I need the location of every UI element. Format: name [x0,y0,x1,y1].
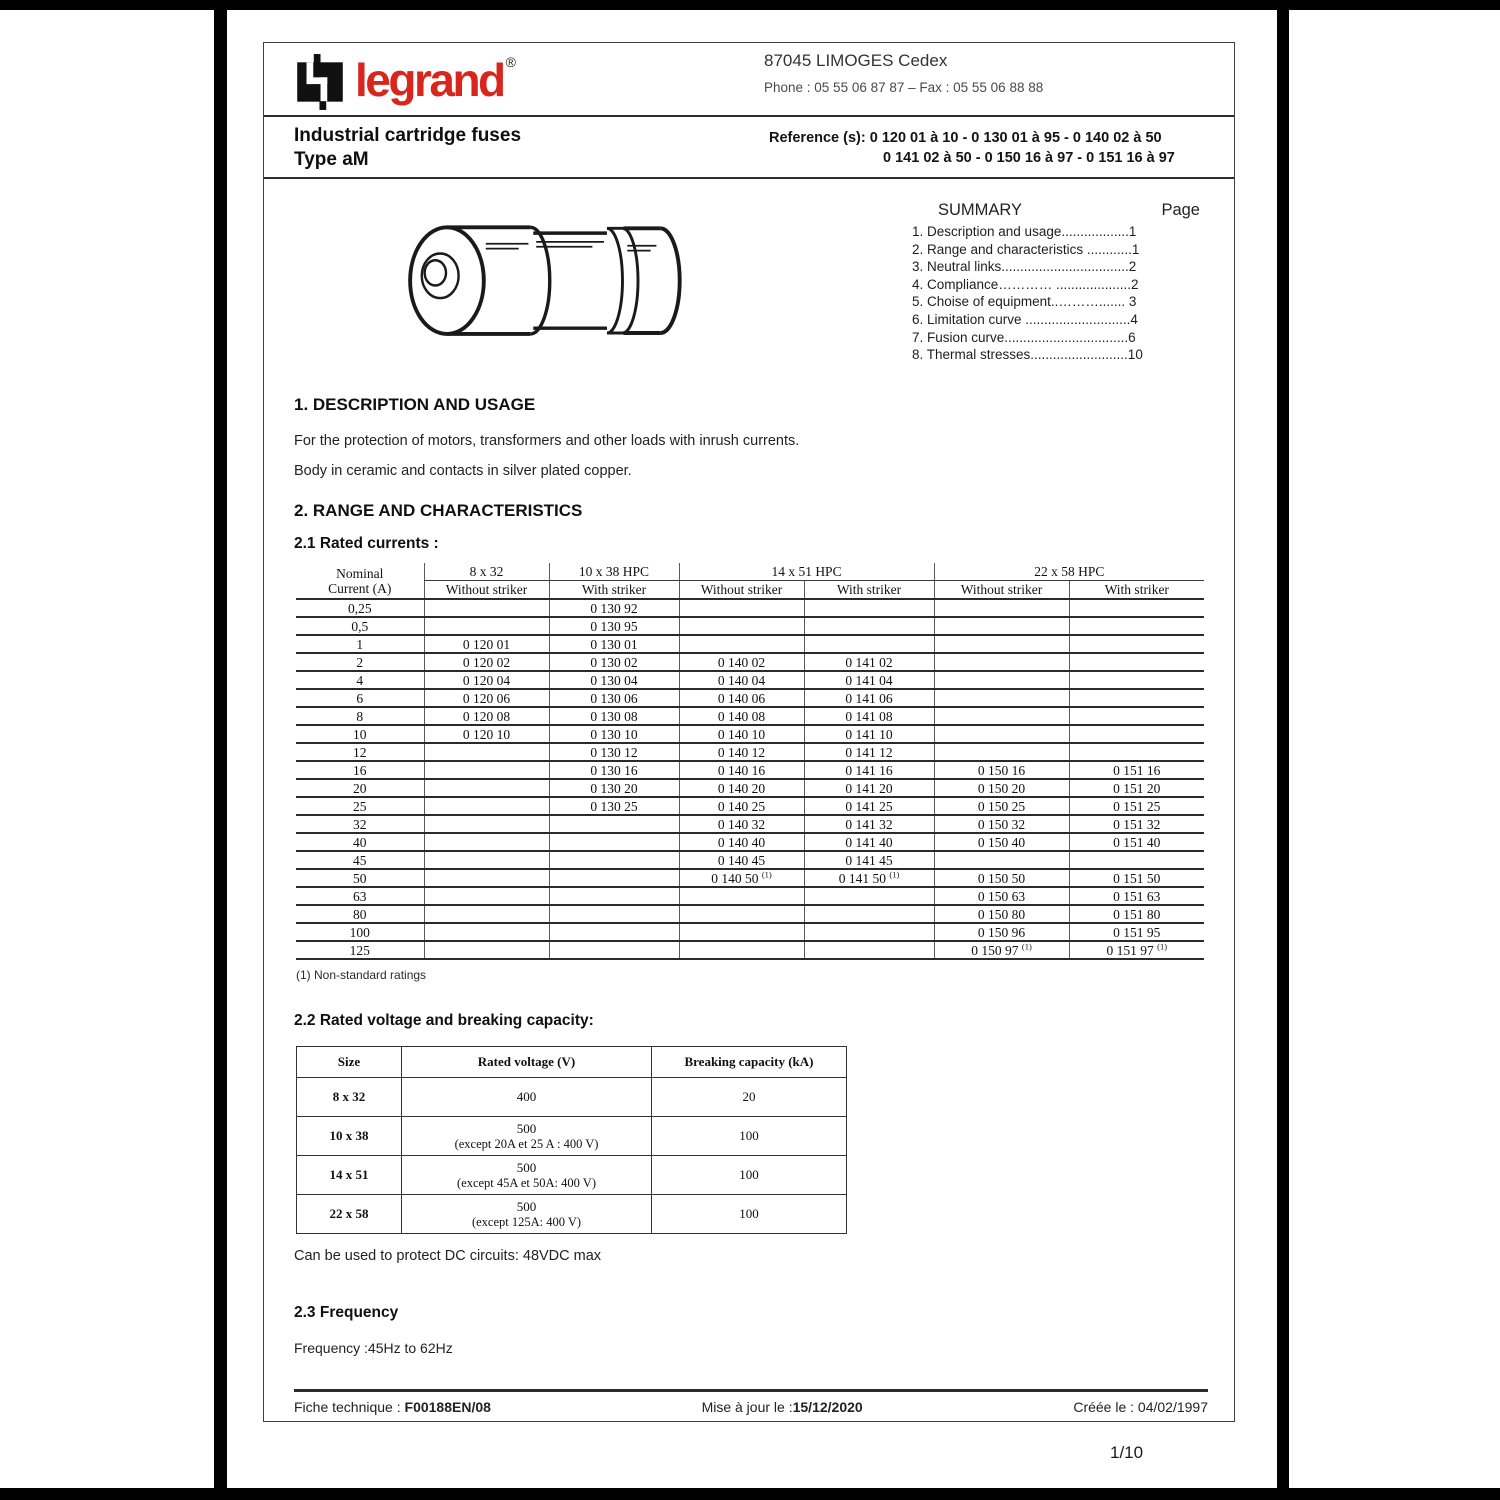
rated-current-row [296,707,1204,725]
nominal-current-cell: 0,5 [296,617,424,635]
rated-current-row [296,743,1204,761]
size-cell: 14 x 51 [297,1156,402,1195]
rated-current-row [296,923,1204,941]
rated-current-row [296,797,1204,815]
reference-cell [934,635,1069,653]
rated-current-row [296,761,1204,779]
reference-cell: 0 130 06 [549,689,679,707]
cartridge-fuse-illustration [396,205,688,365]
footer-updated-date [702,1399,863,1415]
reference-cell: 0 150 20 [934,779,1069,797]
reference-cell [804,905,934,923]
summary-item: 6. Limitation curve ............................4 [912,311,1138,327]
frequency-text: Frequency :45Hz to 62Hz [294,1340,453,1356]
reference-cell: 0 120 10 [424,725,549,743]
reference-cell: 0 141 40 [804,833,934,851]
reference-cell: 0 151 97 $^{(1)}$ [1069,941,1204,959]
reference-cell: 0 150 16 [934,761,1069,779]
voltage-table-row [297,1117,847,1156]
reference-cell [424,941,549,959]
nominal-current-cell: 32 [296,815,424,833]
rated-voltage-cell: 500 (except 20A et 25 A : 400 V) [402,1117,652,1156]
fiche-label: Fiche technique : [294,1399,405,1415]
summary-item: 3. Neutral links..................................2 [912,259,1137,275]
reference-cell: 0 140 08 [679,707,804,725]
reference-cell [934,671,1069,689]
nominal-current-cell: 100 [296,923,424,941]
reference-cell: 0 141 02 [804,653,934,671]
table-footnote: (1) Non-standard ratings [296,968,427,982]
reference-cell: 0 120 01 [424,635,549,653]
summary-page-label: Page [1161,201,1200,219]
reference-cell: 0 151 32 [1069,815,1204,833]
reference-cell [1069,635,1204,653]
voltage-table-row [297,1195,847,1234]
reference-cell: 0 120 02 [424,653,549,671]
legrand-logo [294,53,516,111]
reference-cell: 0 140 12 [679,743,804,761]
nominal-current-cell: 16 [296,761,424,779]
nominal-current-cell: 50 [296,869,424,887]
rated-current-row [296,887,1204,905]
reference-cell: 0 151 20 [1069,779,1204,797]
nominal-header-line2: Current (A) [328,580,392,596]
voltage-table-header-capacity: Breaking capacity (kA) [652,1047,847,1078]
rated-current-row [296,617,1204,635]
description-paragraph-2: Body in ceramic and contacts in silver plated copper. [294,463,632,479]
header-top-row [264,43,1234,115]
reference-cell: 0 150 25 [934,797,1069,815]
reference-cell [424,761,549,779]
voltage-table-row [297,1156,847,1195]
reference-cell [424,599,549,617]
reference-cell [1069,725,1204,743]
reference-cell: 0 130 92 [549,599,679,617]
reference-cell [424,797,549,815]
size-group-10x38: 10 x 38 HPC [549,563,679,581]
rated-current-row [296,815,1204,833]
striker-header-cell: With striker [1069,581,1204,600]
nominal-current-cell: 6 [296,689,424,707]
rated-current-row [296,833,1204,851]
nominal-current-cell: 125 [296,941,424,959]
fiche-value: F00188EN/08 [404,1399,491,1415]
rated-current-row [296,671,1204,689]
reference-cell: 0 130 04 [549,671,679,689]
product-title-line2: Type aM [294,149,369,170]
reference-cell: 0 130 02 [549,653,679,671]
reference-label: Reference (s): [769,130,866,146]
reference-cell [679,941,804,959]
reference-cell [804,599,934,617]
summary-table-of-contents [912,201,1212,364]
rated-current-row [296,725,1204,743]
reference-cell [804,923,934,941]
reference-cell: 0 150 32 [934,815,1069,833]
size-group-8x32: 8 x 32 [424,563,549,581]
reference-cell: 0 140 45 [679,851,804,869]
reference-cell [679,599,804,617]
reference-cell: 0 120 08 [424,707,549,725]
document-content-box [263,42,1235,1422]
summary-items-list [912,223,1212,364]
reference-cell [1069,689,1204,707]
summary-title: SUMMARY [938,201,1023,219]
registered-trademark-symbol: ® [505,54,516,70]
reference-cell [1069,707,1204,725]
update-label: Mise à jour le : [701,1399,793,1415]
reference-cell [804,941,934,959]
reference-cell: 0 150 97 $^{(1)}$ [934,941,1069,959]
reference-cell: 0 140 16 [679,761,804,779]
reference-cell [549,815,679,833]
reference-cell: 0 140 04 [679,671,804,689]
nominal-current-cell: 1 [296,635,424,653]
voltage-table-row [297,1078,847,1117]
legrand-logo-mark-icon [294,53,346,111]
rated-current-row [296,635,1204,653]
rated-current-row [296,851,1204,869]
reference-cell: 0 130 08 [549,707,679,725]
reference-cell [934,851,1069,869]
voltage-table-body [297,1078,847,1234]
product-title [294,124,521,172]
reference-cell [1069,599,1204,617]
reference-cell: 0 151 50 [1069,869,1204,887]
reference-cell: 0 140 10 [679,725,804,743]
section-2-heading: 2. RANGE AND CHARACTERISTICS [294,501,583,520]
document-footer [294,1389,1208,1415]
reference-cell [549,905,679,923]
reference-cell [1069,653,1204,671]
intro-section [264,179,1234,395]
striker-header-cell: Without striker [679,581,804,600]
reference-cell: 0 150 80 [934,905,1069,923]
reference-cell: 0 141 16 [804,761,934,779]
rated-current-row [296,689,1204,707]
reference-cell [424,833,549,851]
nominal-current-cell: 25 [296,797,424,815]
striker-header-row [296,581,1204,600]
voltage-breaking-capacity-table [296,1046,847,1234]
reference-cell: 0 150 96 [934,923,1069,941]
reference-cell: 0 141 12 [804,743,934,761]
reference-cell: 0 140 20 [679,779,804,797]
striker-header-cell: Without striker [934,581,1069,600]
rated-voltage-cell: 500 (except 125A: 400 V) [402,1195,652,1234]
reference-cell [934,689,1069,707]
reference-cell [679,923,804,941]
striker-header-cell: With striker [804,581,934,600]
nominal-current-cell: 0,25 [296,599,424,617]
size-group-22x58: 22 x 58 HPC [934,563,1204,581]
nominal-current-cell: 20 [296,779,424,797]
breaking-capacity-cell: 20 [652,1078,847,1117]
reference-cell [934,743,1069,761]
rated-currents-table-body [296,599,1204,959]
reference-cell: 0 151 63 [1069,887,1204,905]
reference-cell: 0 130 20 [549,779,679,797]
rated-currents-table-header [296,563,1204,599]
footer-created-date: Créée le : 04/02/1997 [1073,1399,1208,1415]
nominal-current-cell: 8 [296,707,424,725]
reference-cell [934,599,1069,617]
reference-cell [424,869,549,887]
reference-cell [424,923,549,941]
rated-current-row [296,941,1204,959]
reference-cell: 0 151 40 [1069,833,1204,851]
reference-cell: 0 130 95 [549,617,679,635]
size-group-14x51: 14 x 51 HPC [679,563,934,581]
reference-cell [934,617,1069,635]
reference-cell: 0 130 25 [549,797,679,815]
page-number: 1/10 [1110,1443,1144,1462]
rated-current-row [296,653,1204,671]
reference-cell: 0 140 25 [679,797,804,815]
reference-cell [549,869,679,887]
reference-cell [679,905,804,923]
size-cell: 10 x 38 [297,1117,402,1156]
company-address: 87045 LIMOGES Cedex [764,51,948,70]
breaking-capacity-cell: 100 [652,1195,847,1234]
reference-cell: 0 141 32 [804,815,934,833]
voltage-table-header-row [297,1047,847,1078]
reference-block [769,128,1175,168]
summary-item: 8. Thermal stresses..........................10 [912,347,1143,363]
legrand-logo-text: legrand [355,54,504,106]
rated-voltage-cell: 400 [402,1078,652,1117]
reference-cell [1069,671,1204,689]
reference-cell: 0 151 95 [1069,923,1204,941]
reference-cell: 0 140 02 [679,653,804,671]
summary-item: 7. Fusion curve.................................6 [912,329,1136,345]
product-title-line1: Industrial cartridge fuses [294,125,522,146]
reference-cell: 0 140 40 [679,833,804,851]
description-paragraph-1: For the protection of motors, transformers and other loads with inrush currents. [294,433,800,449]
reference-cell [804,635,934,653]
nominal-current-cell: 2 [296,653,424,671]
reference-cell [934,653,1069,671]
reference-cell [424,905,549,923]
reference-cell: 0 130 01 [549,635,679,653]
summary-header [912,201,1212,223]
reference-cell [804,887,934,905]
reference-cell: 0 141 50 $^{(1)}$ [804,869,934,887]
nominal-current-header [296,563,424,599]
reference-cell: 0 150 63 [934,887,1069,905]
nominal-current-cell: 40 [296,833,424,851]
nominal-header-line1: Nominal [336,565,384,581]
reference-cell [934,725,1069,743]
reference-cell [1069,617,1204,635]
reference-cell: 0 151 80 [1069,905,1204,923]
reference-cell: 0 141 04 [804,671,934,689]
reference-cell: 0 120 06 [424,689,549,707]
scan-frame-left [214,0,227,1500]
nominal-current-cell: 12 [296,743,424,761]
reference-line1 [769,128,1175,148]
reference-cell: 0 150 40 [934,833,1069,851]
reference-cell: 0 120 04 [424,671,549,689]
section-2-1-heading: 2.1 Rated currents : [294,535,439,552]
summary-item: 1. Description and usage..................1 [912,224,1137,239]
size-cell: 8 x 32 [297,1078,402,1117]
reference-cell [934,707,1069,725]
summary-item: 2. Range and characteristics ............1 [912,241,1140,257]
reference-cell: 0 141 08 [804,707,934,725]
reference-cell: 0 140 06 [679,689,804,707]
summary-item: 4. Compliance………… ....................2 [912,276,1139,292]
nominal-current-cell: 45 [296,851,424,869]
reference-cell [424,851,549,869]
dc-circuits-note: Can be used to protect DC circuits: 48VDC max [294,1248,602,1264]
reference-cell [679,635,804,653]
nominal-current-cell: 4 [296,671,424,689]
reference-cell [679,617,804,635]
scan-frame-right [1277,0,1289,1500]
reference-cell: 0 130 12 [549,743,679,761]
update-value: 15/12/2020 [792,1399,863,1415]
reference-cell [1069,851,1204,869]
header-title-row [264,117,1234,177]
company-address-block [764,51,1043,95]
reference-values-2: 0 141 02 à 50 - 0 150 16 à 97 - 0 151 16 à 97 [883,150,1175,166]
rated-current-row [296,869,1204,887]
section-2-2-heading: 2.2 Rated voltage and breaking capacity: [294,1012,594,1029]
striker-header-cell: With striker [549,581,679,600]
size-cell: 22 x 58 [297,1195,402,1234]
reference-cell: 0 140 32 [679,815,804,833]
rated-current-row [296,599,1204,617]
section-2-3-heading: 2.3 Frequency [294,1304,399,1321]
nominal-current-cell: 80 [296,905,424,923]
reference-cell [549,923,679,941]
reference-values-1: 0 120 01 à 10 - 0 130 01 à 95 - 0 140 02 à 50 [869,130,1162,146]
breaking-capacity-cell: 100 [652,1117,847,1156]
reference-cell: 0 141 10 [804,725,934,743]
reference-cell: 0 141 45 [804,851,934,869]
reference-cell: 0 130 10 [549,725,679,743]
voltage-table-header-voltage: Rated voltage (V) [402,1047,652,1078]
reference-cell [549,833,679,851]
reference-cell [1069,743,1204,761]
reference-cell: 0 150 50 [934,869,1069,887]
reference-cell [424,743,549,761]
reference-cell: 0 140 50 $^{(1)}$ [679,869,804,887]
reference-cell: 0 141 20 [804,779,934,797]
section-1-heading: 1. DESCRIPTION AND USAGE [294,395,536,414]
reference-cell: 0 141 25 [804,797,934,815]
reference-cell [549,887,679,905]
reference-cell [424,779,549,797]
reference-cell: 0 130 16 [549,761,679,779]
reference-cell: 0 141 06 [804,689,934,707]
phone-fax-line: Phone : 05 55 06 87 87 – Fax : 05 55 06 88 88 [764,80,1044,95]
striker-header-cell: Without striker [424,581,549,600]
footer-fiche-technique [294,1399,491,1415]
nominal-current-cell: 63 [296,887,424,905]
nominal-current-cell: 10 [296,725,424,743]
reference-cell [424,617,549,635]
rated-current-row [296,905,1204,923]
reference-cell [424,815,549,833]
reference-cell [549,851,679,869]
breaking-capacity-cell: 100 [652,1156,847,1195]
reference-cell: 0 151 16 [1069,761,1204,779]
reference-cell [549,941,679,959]
rated-current-row [296,779,1204,797]
reference-cell [804,617,934,635]
rated-currents-table [296,563,1204,960]
reference-cell [679,887,804,905]
reference-cell [424,887,549,905]
summary-item: 5. Choise of equipment..………....... 3 [912,294,1137,310]
rated-voltage-cell: 500 (except 45A et 50A: 400 V) [402,1156,652,1195]
voltage-table-header-size: Size [297,1047,402,1078]
reference-cell: 0 151 25 [1069,797,1204,815]
